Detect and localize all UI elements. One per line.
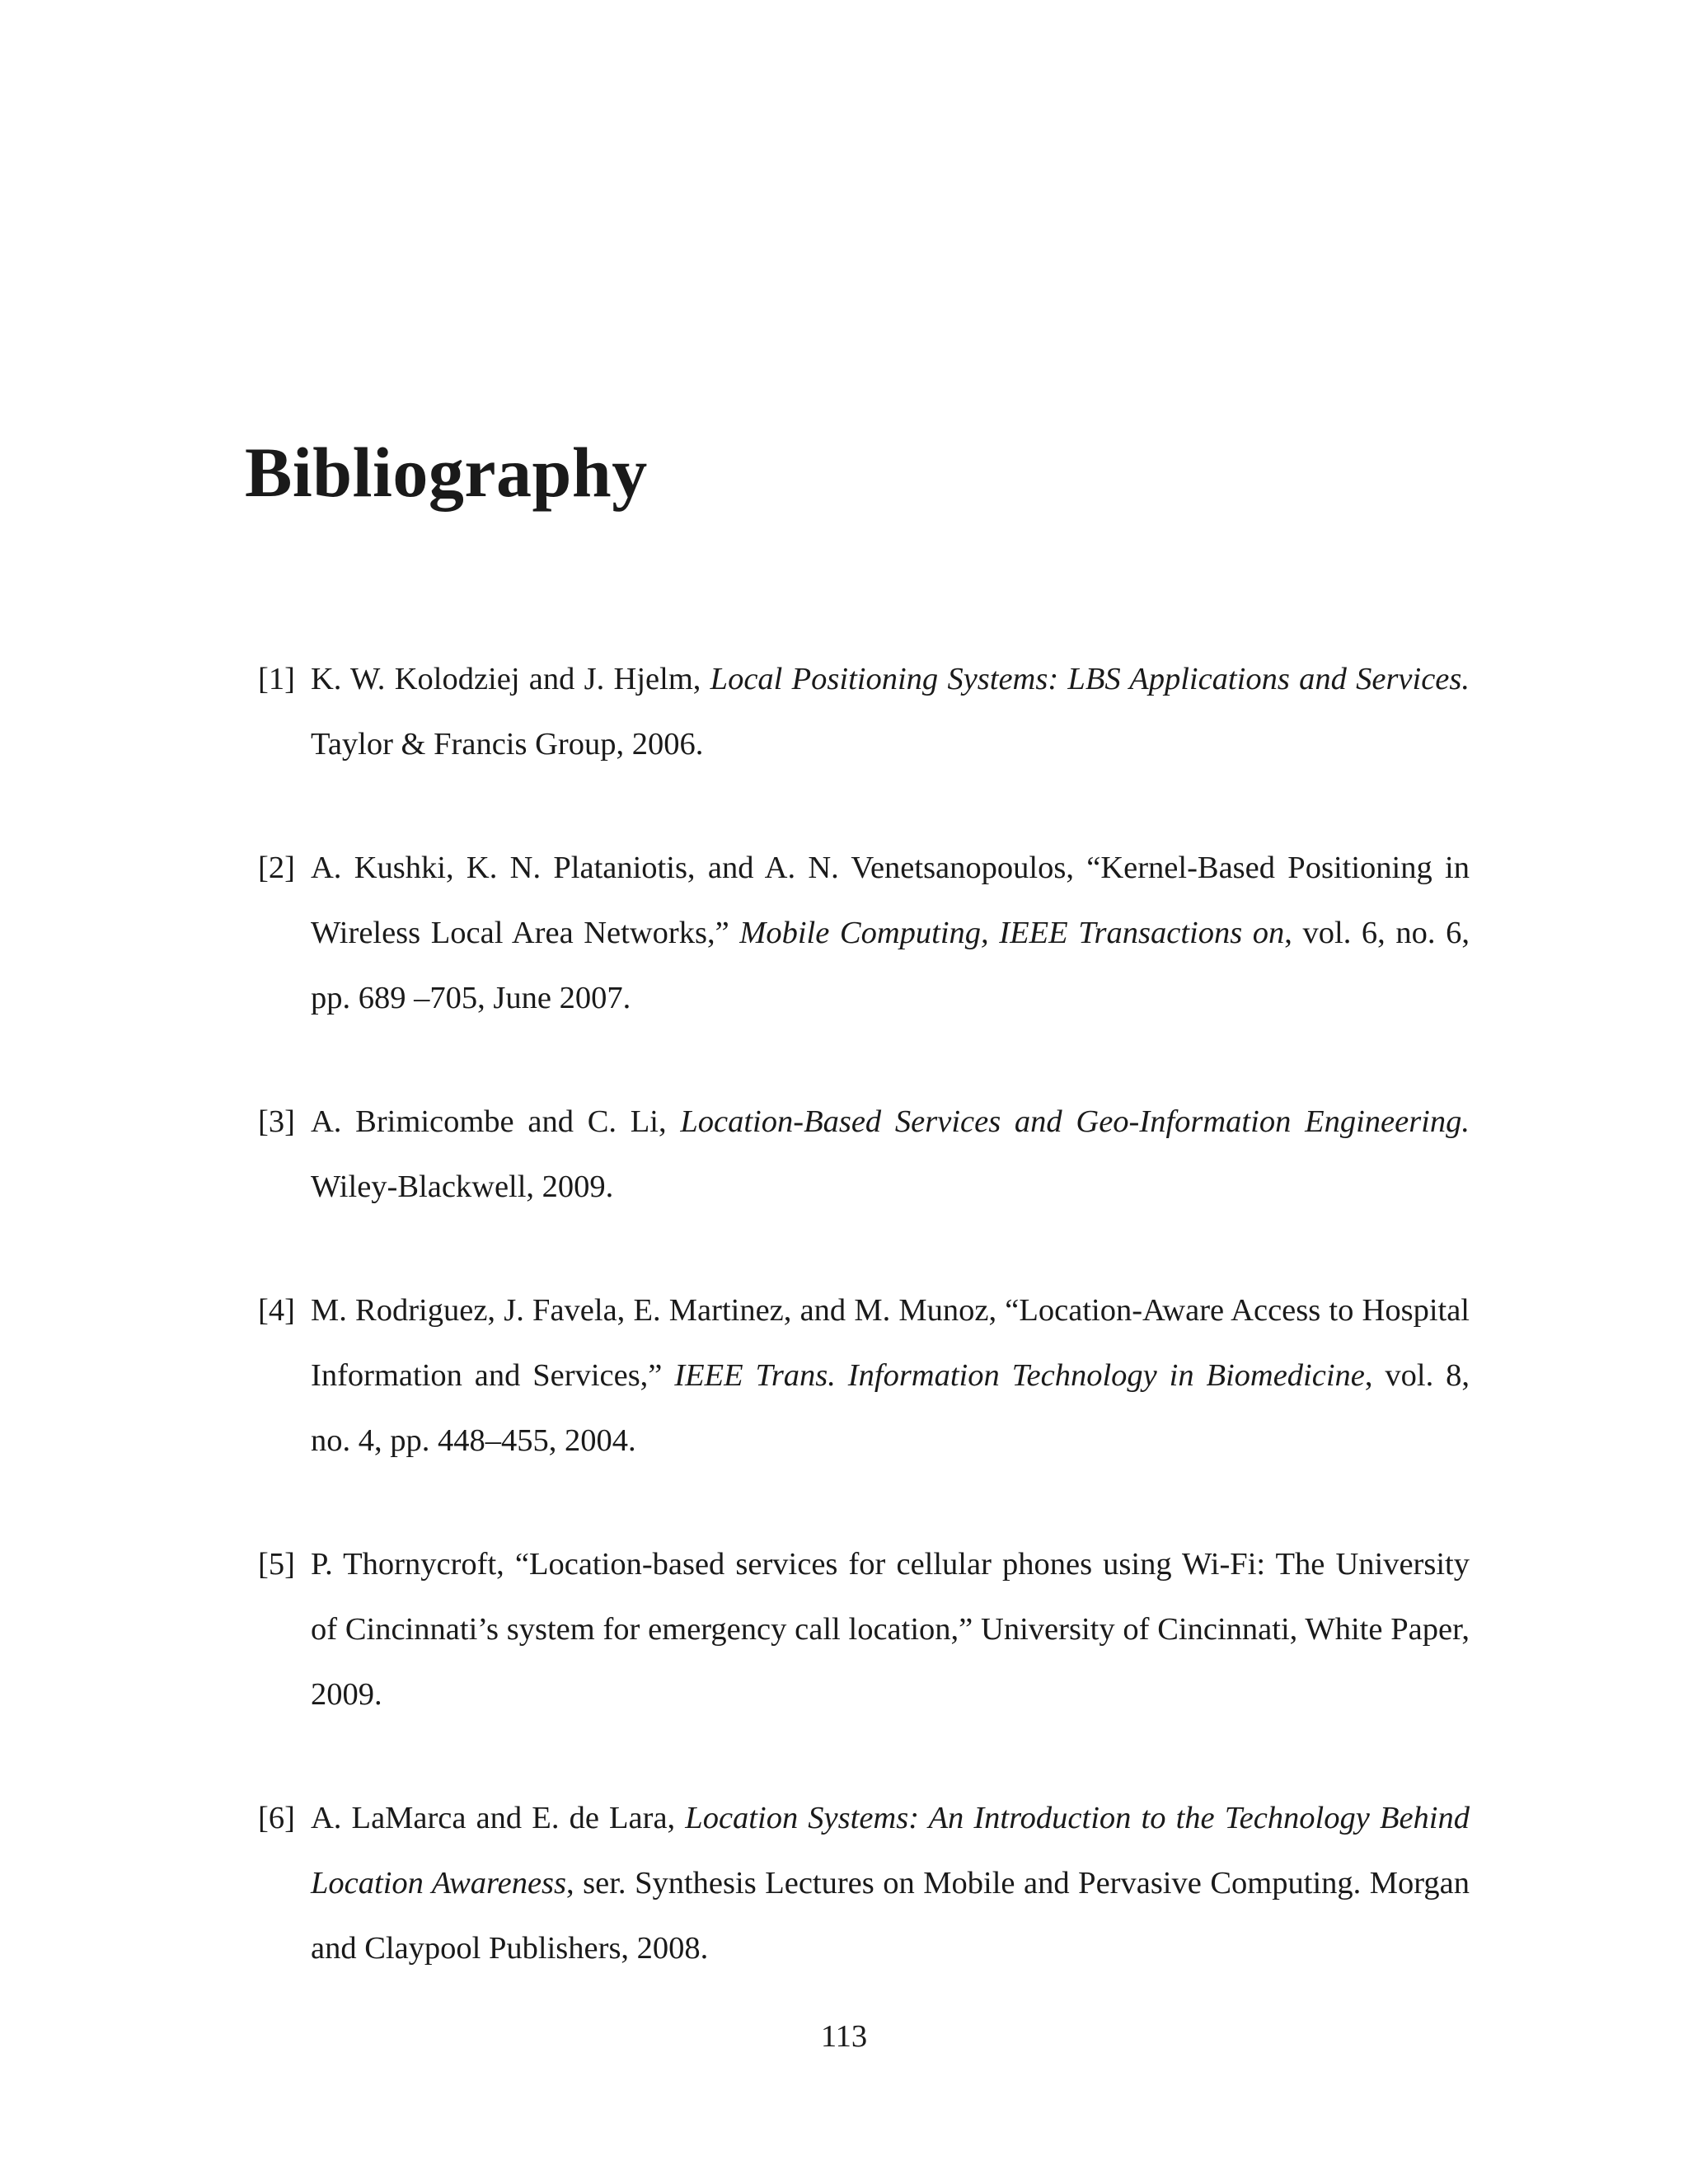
reference-text: , vol. 8, no. 4, pp. 448–455, 2004. <box>311 1358 1470 1458</box>
reference-text: P. Thornycroft, “Location-based services for cellular phones using Wi-Fi: The University of Cincinnati’s system for emergency call location,” University of Cincinnati, White Paper, 2009. <box>311 1547 1470 1712</box>
reference-text: A. LaMarca and E. de Lara, <box>311 1801 686 1835</box>
reference-venue: IEEE Trans. Information Technology in Biomedicine <box>674 1358 1365 1393</box>
chapter-title: Bibliography <box>245 433 648 512</box>
reference-text: Taylor & Francis Group, 2006. <box>311 727 704 762</box>
reference-entry <box>258 1278 1470 1474</box>
reference-number: [5] <box>258 1547 295 1582</box>
reference-text: Wiley-Blackwell, 2009. <box>311 1169 614 1204</box>
reference-number: [2] <box>258 851 295 885</box>
reference-number: [6] <box>258 1801 295 1835</box>
reference-entry <box>258 1090 1470 1220</box>
reference-title: Local Positioning Systems: LBS Applications and Services. <box>710 662 1470 696</box>
reference-entry <box>258 836 1470 1031</box>
reference-title: Location-Based Services and Geo-Information Engineering. <box>680 1104 1470 1139</box>
reference-entry <box>258 1532 1470 1727</box>
reference-text: M. Rodriguez, J. Favela, E. Martinez, and M. Munoz, “Location-Aware Access to Hospital Information and Services,” <box>311 1293 1470 1393</box>
reference-entry <box>258 647 1470 777</box>
reference-number: [4] <box>258 1293 295 1328</box>
reference-text: K. W. Kolodziej and J. Hjelm, <box>311 662 710 696</box>
reference-text: , vol. 6, no. 6, pp. 689 –705, June 2007. <box>311 916 1470 1015</box>
reference-list <box>258 647 1470 2040</box>
reference-venue: Mobile Computing, IEEE Transactions on <box>739 916 1285 950</box>
reference-text: A. Brimicombe and C. Li, <box>311 1104 681 1139</box>
page-number: 113 <box>820 2019 868 2054</box>
reference-entry <box>258 1786 1470 1981</box>
reference-text: A. Kushki, K. N. Plataniotis, and A. N. Venetsanopoulos, “Kernel-Based Positioning in Wireless Local Area Networks,” <box>311 851 1470 950</box>
reference-number: [3] <box>258 1104 295 1139</box>
reference-title: Location Systems: An Introduction to the Technology Behind Location Awareness <box>311 1801 1470 1900</box>
reference-text: , ser. Synthesis Lectures on Mobile and Pervasive Computing. Morgan and Claypool Publishers, 2008. <box>311 1866 1470 1966</box>
reference-number: [1] <box>258 662 295 696</box>
